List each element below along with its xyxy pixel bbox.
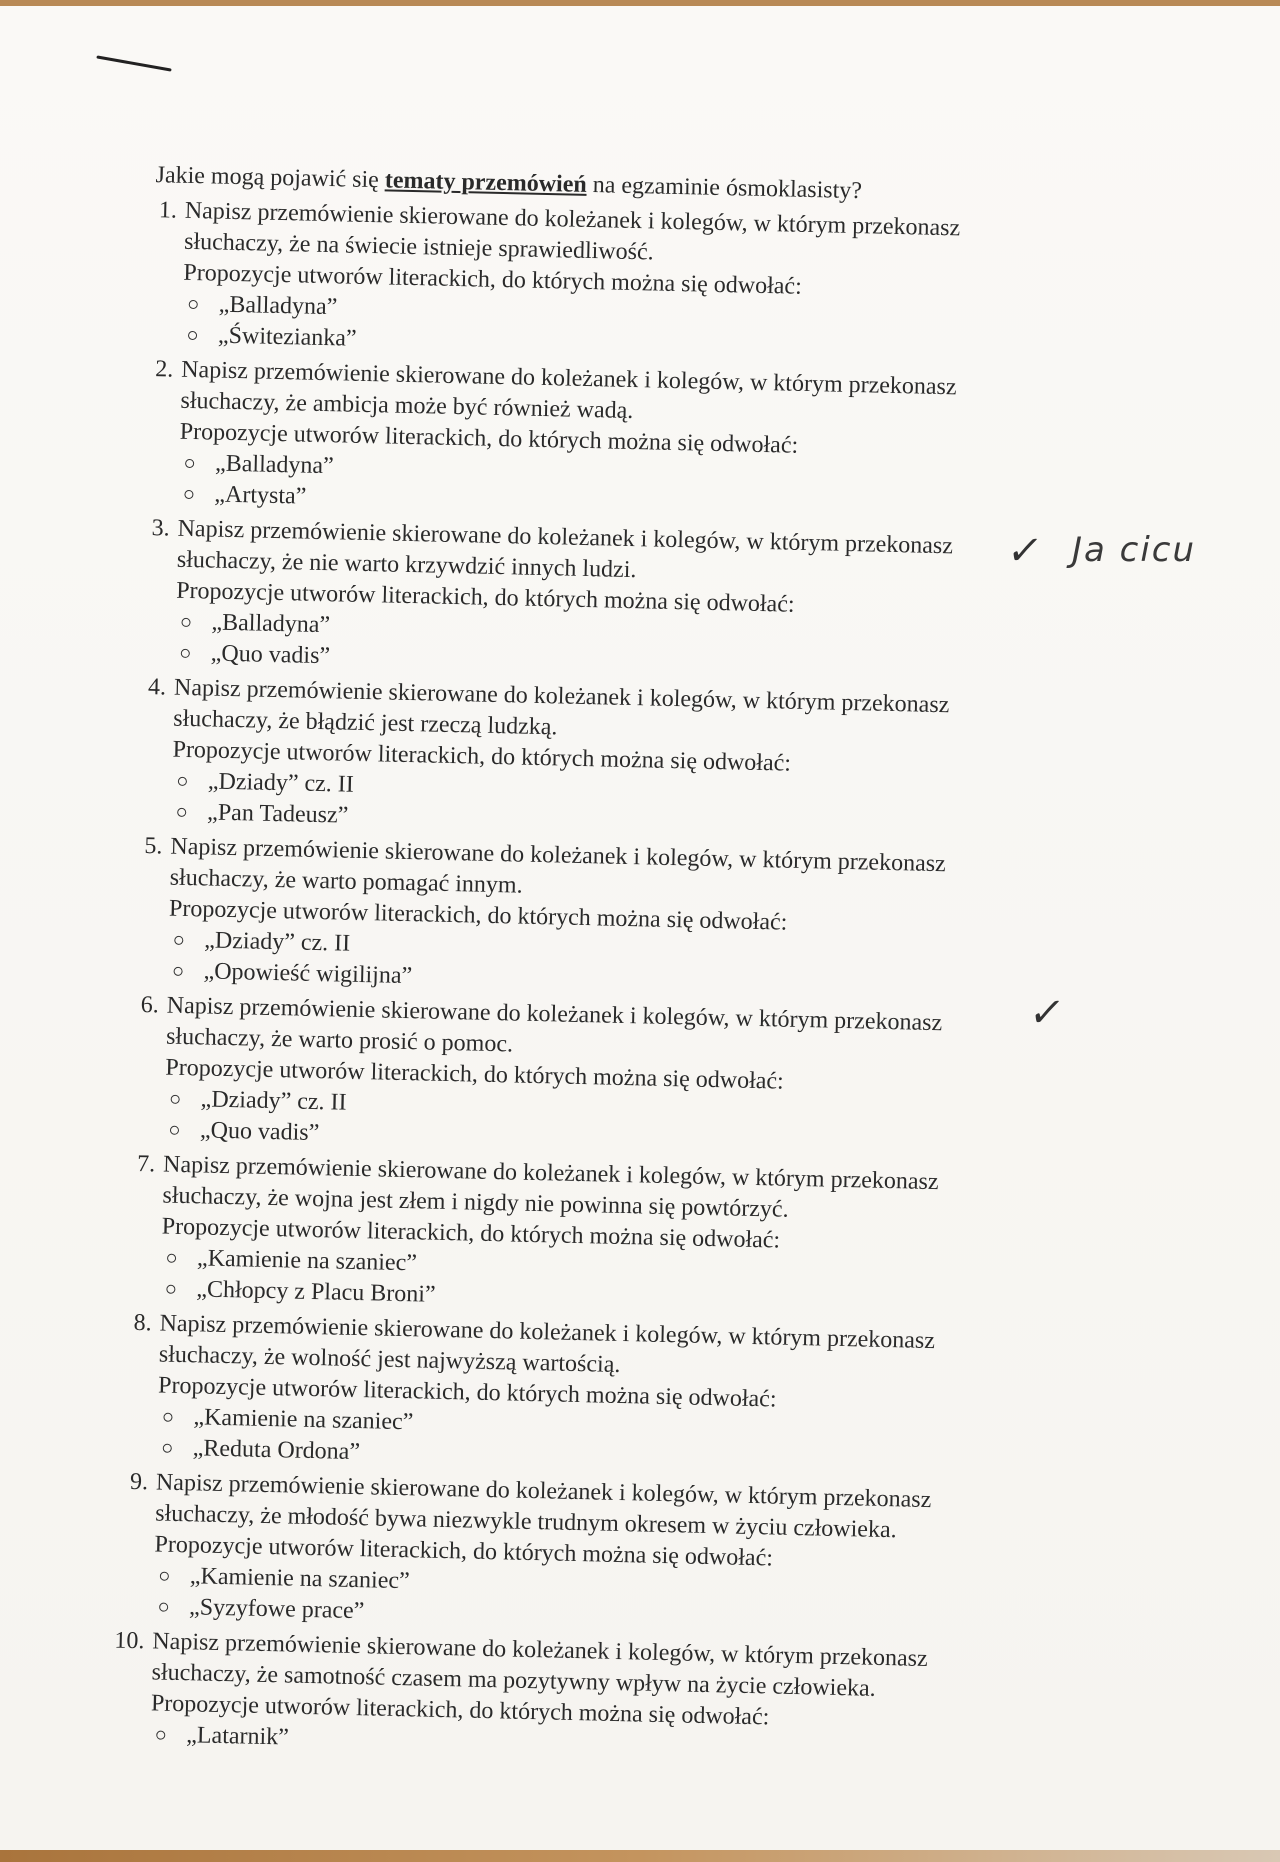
topic-item [131, 831, 1014, 1006]
topic-item [138, 513, 1021, 688]
topic-prompt: Napisz przemówienie skierowane do koleżanek i kolegów, w którym przekonasz słuchaczy, że wojna jest złem i nigdy nie powinna się powtórzyć. [162, 1151, 939, 1223]
ref-item: „Opowieść wigilijna” [173, 956, 1011, 1006]
refs-label: Propozycje utworów literackich, do których można się odwołać: [161, 1213, 781, 1254]
topic-prompt: Napisz przemówienie skierowane do koleżanek i kolegów, w którym przekonasz słuchaczy, że warto prosić o pomoc. [165, 992, 943, 1058]
ref-item: „Latarnik” [156, 1720, 994, 1770]
topic-item [128, 990, 1011, 1165]
topics-list [114, 195, 1029, 1770]
check-mark-2: ✓ [1025, 990, 1068, 1036]
topic-prompt: Napisz przemówienie skierowane do koleżanek i kolegów, w którym przekonasz słuchaczy, że nie warto krzywdzić innych ludzi. [176, 515, 954, 584]
refs-label: Propozycje utworów literackich, do których można się odwołać: [154, 1531, 774, 1572]
ref-item: „Dziady” cz. II [178, 766, 1016, 816]
ref-item: „Dziady” cz. II [170, 1084, 1008, 1134]
heading-emphasis: tematy przemówień [384, 167, 588, 198]
topic-number: 5. [144, 833, 163, 860]
document-content [114, 160, 1030, 1774]
topic-item [146, 195, 1029, 370]
topic-prompt: Napisz przemówienie skierowane do koleżanek i kolegów, w którym przekonasz słuchaczy, że błądzić jest rzeczą ludzką. [173, 674, 950, 741]
heading-before: Jakie mogą pojawić się [155, 162, 386, 194]
topic-prompt: Napisz przemówienie skierowane do koleżanek i kolegów, w którym przekonasz słuchaczy, że wolność jest najwyższą wartością. [158, 1310, 936, 1378]
paper-bottom-edge [0, 1850, 1280, 1862]
ref-item: „Quo vadis” [180, 638, 1018, 688]
topic-number: 7. [136, 1150, 156, 1178]
refs-label: Propozycje utworów literackich, do których można się odwołać: [168, 895, 788, 936]
handwritten-note: Ja cicu [1072, 530, 1197, 570]
paper-top-edge [0, 0, 1280, 6]
ref-item: „Balladyna” [185, 448, 1023, 498]
ref-item: „Artysta” [184, 479, 1022, 529]
refs-label: Propozycje utworów literackich, do których można się odwołać: [172, 736, 792, 777]
refs-label: Propozycje utworów literackich, do których można się odwołać: [183, 259, 803, 300]
topic-number: 2. [154, 356, 174, 383]
topic-prompt: Napisz przemówienie skierowane do koleżanek i kolegów, w którym przekonasz słuchaczy, że warto pomagać innym. [169, 833, 947, 899]
ref-item: „Kamienie na szaniec” [167, 1243, 1005, 1293]
topic-number: 6. [140, 992, 160, 1019]
topic-number: 8. [133, 1309, 152, 1337]
ref-item: „Świtezianka” [188, 320, 1026, 370]
topic-number: 10. [114, 1627, 145, 1655]
ref-item: „Dziady” cz. II [174, 925, 1012, 975]
topic-prompt: Napisz przemówienie skierowane do koleżanek i kolegów, w którym przekonasz słuchaczy, że na świecie istnieje sprawiedliwość. [183, 197, 961, 266]
ref-item: „Pan Tadeusz” [177, 797, 1015, 847]
topic-item [120, 1308, 1003, 1483]
topic-prompt: Napisz przemówienie skierowane do koleżanek i kolegów, w którym przekonasz słuchaczy, że samotność czasem ma pozytywny wpływ na życie człowieka. [151, 1628, 929, 1702]
refs-label: Propozycje utworów literackich, do których można się odwołać: [175, 577, 795, 618]
ref-item: „Syzyfowe prace” [159, 1592, 997, 1642]
topic-item [117, 1467, 1000, 1642]
topic-prompt: Napisz przemówienie skierowane do koleżanek i kolegów, w którym przekonasz słuchaczy, że młodość bywa niezwykle trudnym okresem w życiu człowieka. [154, 1469, 932, 1544]
ref-item: „Chłopcy z Placu Broni” [166, 1274, 1004, 1324]
ref-item: „Reduta Ordona” [162, 1433, 1000, 1483]
heading-after: na egzaminie ósmoklasisty? [586, 171, 863, 205]
topic-number: 9. [129, 1468, 149, 1496]
topic-prompt: Napisz przemówienie skierowane do koleżanek i kolegów, w którym przekonasz słuchaczy, że ambicja może być również wadą. [180, 356, 957, 425]
topic-number: 1. [158, 197, 178, 224]
ref-item: „Balladyna” [181, 607, 1019, 657]
topic-number: 4. [147, 674, 167, 701]
ref-item: „Kamienie na szaniec” [163, 1402, 1001, 1452]
topic-item [124, 1149, 1007, 1324]
topic-item [114, 1626, 997, 1770]
refs-label: Propozycje utworów literackich, do których można się odwołać: [150, 1690, 770, 1731]
ref-item: „Kamienie na szaniec” [160, 1561, 998, 1611]
ref-item: „Balladyna” [188, 289, 1026, 339]
topic-number: 3. [151, 515, 170, 542]
ref-item: „Quo vadis” [170, 1115, 1008, 1165]
refs-label: Propozycje utworów literackich, do których można się odwołać: [157, 1372, 777, 1413]
pen-mark [96, 55, 171, 71]
topic-item [135, 672, 1018, 847]
topic-item [142, 354, 1025, 529]
check-mark-1: ✓ [1003, 528, 1046, 574]
refs-label: Propozycje utworów literackich, do których można się odwołać: [165, 1054, 785, 1095]
refs-label: Propozycje utworów literackich, do których można się odwołać: [179, 418, 799, 459]
